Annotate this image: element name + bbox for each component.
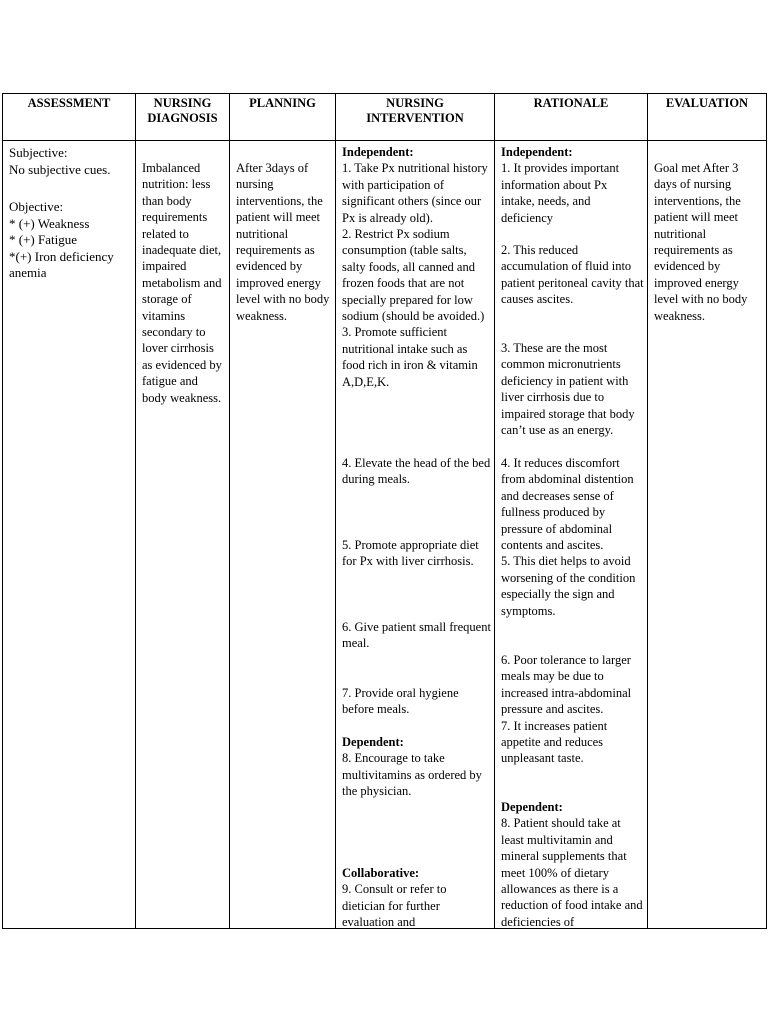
intervention-cell <box>336 141 495 929</box>
intervention-item-9: 9. Consult or refer to dietician for further evaluation and <box>342 882 447 928</box>
rationale-item-8: 8. Patient should take at least multivitamin and mineral supplements that meet 100% of dietary allowances as there is a reduction of food intake and deficiencies of <box>501 816 643 928</box>
rationale-item-5: 5. This diet helps to avoid worsening of the condition especially the sign and symptoms. <box>501 554 636 618</box>
intervention-item-2: 2. Restrict Px sodium consumption (table salts, salty foods, all canned and frozen foods that are not specially prepared for low sodium (should be avoided.) <box>342 227 485 324</box>
rationale-item-6: 6. Poor tolerance to larger meals may be due to increased intra-abdominal pressure and ascites. <box>501 653 632 717</box>
intervention-item-6: 6. Give patient small frequent meal. <box>342 620 491 651</box>
header-nursing-intervention: NURSING INTERVENTION <box>336 94 495 141</box>
content-row <box>3 141 767 929</box>
objective-item: * (+) Weakness <box>9 215 90 231</box>
header-nursing-diagnosis: NURSING DIAGNOSIS <box>136 94 230 141</box>
header-planning: PLANNING <box>230 94 336 141</box>
header-evaluation: EVALUATION <box>648 94 767 141</box>
intervention-item-7: 7. Provide oral hygiene before meals. <box>342 686 459 717</box>
objective-item: * (+) Fatigue <box>9 232 77 247</box>
rationale-item-7: 7. It increases patient appetite and reduces unpleasant taste. <box>501 718 608 766</box>
rationale-item-3: 3. These are the most common micronutrients deficiency in patient with liver cirrhosis due to impaired storage that body can’t use as an energy. <box>501 341 635 438</box>
evaluation-cell <box>648 141 767 929</box>
intervention-independent-label: Independent: <box>342 145 414 159</box>
rationale-cell <box>495 141 648 929</box>
intervention-collaborative-label: Collaborative: <box>342 866 420 880</box>
intervention-dependent-label: Dependent: <box>342 735 404 749</box>
assessment-cell <box>3 141 136 929</box>
intervention-item-1: 1. Take Px nutritional history with participation of significant others (since our Px is already old). <box>342 161 488 225</box>
diagnosis-text: Imbalanced nutrition: less than body requirements related to inadequate diet, impaired metabolism and storage of vitamins secondary to lover cirrhosis as evidenced by fatigue and body weakness. <box>142 161 222 405</box>
rationale-independent-label: Independent: <box>501 145 573 159</box>
intervention-item-8: 8. Encourage to take multivitamins as ordered by the physician. <box>342 751 482 799</box>
objective-label: Objective: <box>9 199 64 214</box>
intervention-item-3: 3. Promote sufficient nutritional intake such as food rich in iron & vitamin A,D,E,K. <box>342 325 478 389</box>
header-rationale: RATIONALE <box>495 94 648 141</box>
rationale-dependent-label: Dependent: <box>501 800 563 814</box>
rationale-item-1: 1. It provides important information about Px intake, needs, and deficiency <box>501 161 620 225</box>
diagnosis-cell <box>136 141 230 929</box>
planning-cell <box>230 141 336 929</box>
rationale-item-2: 2. This reduced accumulation of fluid into patient peritoneal cavity that causes ascites. <box>501 243 644 307</box>
header-row <box>3 94 767 141</box>
subjective-label: Subjective: <box>9 145 68 160</box>
intervention-item-4: 4. Elevate the head of the bed during meals. <box>342 456 491 487</box>
intervention-item-5: 5. Promote appropriate diet for Px with liver cirrhosis. <box>342 538 479 569</box>
header-assessment: ASSESSMENT <box>3 94 136 141</box>
rationale-item-4: 4. It reduces discomfort from abdominal distention and decreases sense of fullness produced by pressure of abdominal contents and ascites. <box>501 456 634 553</box>
objective-item: *(+) Iron deficiency anemia <box>9 248 114 280</box>
nursing-care-plan-table <box>2 93 767 929</box>
planning-text: After 3days of nursing interventions, the patient will meet nutritional requirements as evidenced by improved energy level with no body weakness. <box>236 161 330 323</box>
subjective-text: No subjective cues. <box>9 161 111 177</box>
evaluation-text: Goal met After 3 days of nursing interventions, the patient will meet nutritional requirements as evidenced by improved energy level with no body weakness. <box>654 161 748 323</box>
